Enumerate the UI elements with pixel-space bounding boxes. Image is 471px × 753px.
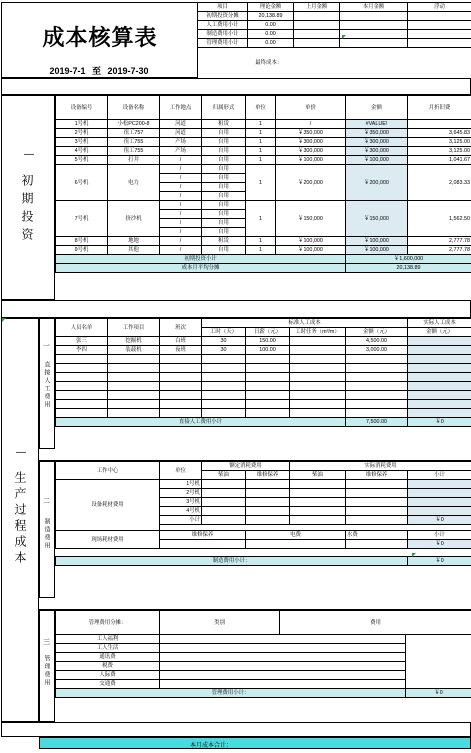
invest-loc: / [160, 246, 202, 255]
mfg-table [55, 461, 471, 566]
invest-price: ￥100,000 [276, 156, 346, 165]
labor-header-name: 人员名单 [56, 319, 108, 337]
invest-id: 5号机 [56, 156, 108, 165]
mfg-machine-subtotal: 小计 [160, 516, 202, 525]
invest-subtotal: ￥1,600,000 [346, 255, 471, 264]
mfg-site-total: ￥0 [408, 540, 471, 549]
invest-price: / [276, 120, 346, 129]
labor-days [202, 391, 246, 400]
invest-rows-a [56, 120, 471, 165]
mfg-sub-header: 维修保养 [346, 471, 408, 480]
invest-loc: 河道 [160, 129, 202, 138]
labor-header-amount: 金额（元） [346, 328, 408, 337]
labor-row [56, 337, 471, 346]
invest-own: 自用 [202, 192, 246, 201]
labor-name [56, 391, 108, 400]
labor-act-amount [408, 337, 471, 346]
invest-price: ￥150,000 [276, 201, 346, 237]
labor-task [290, 337, 346, 346]
invest-header-dep: 月折旧费 [408, 96, 471, 120]
mgmt-item: 人际费 [56, 671, 160, 680]
labor-task [290, 373, 346, 382]
mgmt-label: 管理费用 [43, 655, 49, 687]
labor-days: 30 [202, 337, 246, 346]
mgmt-row [56, 680, 471, 689]
labor-header-days: 工时（天） [202, 328, 246, 337]
labor-subtotal: 7,500.00 [346, 418, 408, 427]
labor-shift [160, 364, 202, 373]
mgmt-share-label: 管理费用分摊： [56, 611, 160, 635]
mfg-sub-header: 小计 [408, 471, 471, 480]
invest-own: 自用 [202, 165, 246, 174]
period-end: 2019-7-30 [107, 66, 149, 76]
mfg-subtotal-label: 制造费用小计： [56, 557, 408, 566]
labor-row [56, 400, 471, 409]
labor-act-amount [408, 364, 471, 373]
invest-section [1, 95, 55, 300]
invest-dep: 1,562.50 [408, 201, 471, 237]
labor-days [202, 400, 246, 409]
production-label: 生产过程成本 [13, 471, 27, 567]
invest-dep: 2,083.33 [408, 165, 471, 201]
mgmt-item: 工人福利 [56, 635, 160, 644]
labor-wage: 100.00 [246, 346, 290, 355]
invest-own: 租赁 [202, 120, 246, 129]
mfg-fixed-header: 额定消耗费用 [202, 462, 290, 471]
invest-loc: 产场 [160, 147, 202, 156]
invest-loc: / [160, 219, 202, 228]
production-section [1, 318, 39, 722]
invest-subtotal-label: 初期投资小计 [56, 255, 346, 264]
summary-label: 制造费用小计 [198, 30, 248, 39]
invest-name: 徂工755 [108, 147, 160, 156]
invest-id: 9号机 [56, 246, 108, 255]
invest-id: 7号机 [56, 201, 108, 237]
invest-own: 自用 [202, 156, 246, 165]
mgmt-header-category: 类别 [160, 611, 280, 635]
invest-row [56, 138, 471, 147]
mgmt-item-cost [160, 635, 406, 644]
invest-own: 自用 [202, 210, 246, 219]
invest-amount: ￥300,000 [346, 147, 408, 156]
labor-shift [160, 355, 202, 364]
labor-row [56, 373, 471, 382]
spacer-row [39, 449, 471, 461]
invest-row [56, 246, 471, 255]
mfg-site-header: 小计 [408, 531, 471, 540]
labor-header-act-amount: 金额（元） [408, 328, 471, 337]
labor-label: 直接人工费用 [43, 361, 49, 409]
labor-days [202, 409, 246, 418]
invest-unit: 1 [246, 129, 276, 138]
summary-value: 0.00 [248, 39, 294, 48]
invest-amount: ￥100,000 [346, 237, 408, 246]
invest-price: ￥100,000 [276, 246, 346, 255]
period [2, 64, 196, 77]
mgmt-num: 三 [43, 639, 50, 646]
mgmt-section [39, 610, 55, 722]
spacer-row [1, 78, 471, 95]
labor-num: 一 [43, 343, 50, 350]
invest-rows-b [56, 237, 471, 255]
invest-amount: ￥100,000 [346, 156, 408, 165]
invest-amount: ￥200,000 [346, 165, 408, 201]
mgmt-row [56, 644, 471, 653]
labor-header-task: 工时任务（m³/m） [290, 328, 346, 337]
labor-days: 30 [202, 346, 246, 355]
labor-days [202, 382, 246, 391]
labor-job [108, 400, 160, 409]
labor-job: 挖掘机 [108, 337, 160, 346]
invest-dep: 3,125.00 [408, 147, 471, 156]
labor-amount [346, 364, 408, 373]
labor-wage [246, 382, 290, 391]
mfg-center: 工作中心 [56, 462, 160, 480]
invest-loc: 河道 [160, 120, 202, 129]
mgmt-item: 税费 [56, 662, 160, 671]
labor-job [108, 355, 160, 364]
labor-shift: 夜班 [160, 346, 202, 355]
labor-rows [56, 337, 471, 418]
invest-amount: ￥300,000 [346, 138, 408, 147]
labor-table [55, 318, 471, 427]
page-title: 成本核算表 [42, 25, 158, 50]
invest-price: ￥200,000 [276, 165, 346, 201]
invest-header-id: 设备编号 [56, 96, 108, 120]
invest-price: ￥100,000 [276, 237, 346, 246]
invest-unit: 1 [246, 138, 276, 147]
mfg-machine: 3号机 [160, 498, 202, 507]
labor-header-shift: 班次 [160, 319, 202, 337]
mgmt-item-cost [160, 662, 406, 671]
labor-subtotal-label: 直接人工费用小计 [56, 418, 346, 427]
invest-dep [408, 120, 471, 129]
invest-row [56, 156, 471, 165]
invest-loc: 产场 [160, 138, 202, 147]
summary-value: 20,138.89 [248, 12, 294, 21]
invest-id: 6号机 [56, 165, 108, 201]
invest-unit: 1 [246, 201, 276, 237]
mgmt-item-cost [160, 680, 406, 689]
labor-act-amount [408, 400, 471, 409]
invest-amount: ￥350,000 [346, 129, 408, 138]
labor-job [108, 364, 160, 373]
labor-task [290, 382, 346, 391]
mfg-num: 二 [43, 498, 50, 505]
mfg-site-label: 现场耗材费用 [56, 531, 160, 549]
mfg-site-header: 电费 [246, 531, 346, 540]
mfg-site-header: 水费 [346, 531, 408, 540]
labor-shift [160, 400, 202, 409]
invest-id: 1号机 [56, 120, 108, 129]
mfg-machine: 2号机 [160, 489, 202, 498]
labor-amount [346, 391, 408, 400]
mfg-section [39, 461, 55, 598]
labor-header-wage: 日薪（元） [246, 328, 290, 337]
mfg-sub-header: 柴油 [202, 471, 246, 480]
invest-dep: 3,125.00 [408, 138, 471, 147]
labor-name: 李四 [56, 346, 108, 355]
mfg-unit: 单位 [160, 462, 202, 480]
invest-price: ￥300,000 [276, 138, 346, 147]
labor-task [290, 400, 346, 409]
period-start: 2019-7-1 [49, 66, 86, 76]
labor-wage [246, 364, 290, 373]
invest-loc: / [160, 201, 202, 210]
labor-job [108, 409, 160, 418]
labor-task [290, 364, 346, 373]
invest-id: 2号机 [56, 129, 108, 138]
invest-row [56, 129, 471, 138]
labor-act-amount [408, 346, 471, 355]
labor-amount [346, 409, 408, 418]
labor-std-header: 标准人工成本 [202, 319, 408, 328]
invest-dep: 1,041.67 [408, 156, 471, 165]
mfg-machine: 4号机 [160, 507, 202, 516]
invest-own: 自用 [202, 201, 246, 210]
mgmt-row [56, 653, 471, 662]
labor-act-amount [408, 409, 471, 418]
labor-job: 装载机 [108, 346, 160, 355]
invest-loc: / [160, 210, 202, 219]
labor-wage [246, 400, 290, 409]
cell-marker [412, 553, 416, 557]
mgmt-subtotal: ￥0 [406, 689, 471, 698]
labor-job [108, 373, 160, 382]
summary-label: 初期投资分摊 [198, 12, 248, 21]
labor-act-amount [408, 382, 471, 391]
spacer-row [39, 598, 471, 610]
invest-header-amount: 金额 [346, 96, 408, 120]
labor-name [56, 409, 108, 418]
labor-amount [346, 355, 408, 364]
labor-row [56, 364, 471, 373]
labor-wage [246, 355, 290, 364]
mgmt-table [55, 610, 471, 698]
summary-value: 0.00 [248, 30, 294, 39]
invest-own: 自用 [202, 138, 246, 147]
invest-loc: / [160, 228, 202, 237]
invest-header-unit: 单位 [246, 96, 276, 120]
summary-header-float: 浮动 [408, 3, 471, 12]
invest-dep: 3,645.83 [408, 129, 471, 138]
labor-name [56, 355, 108, 364]
invest-header-price: 单价 [276, 96, 346, 120]
mgmt-row [56, 662, 471, 671]
total-row [39, 737, 471, 749]
invest-own: 自用 [202, 228, 246, 237]
mgmt-subtotal-label: 管理费用小计： [56, 689, 406, 698]
labor-amount [346, 373, 408, 382]
mgmt-item-cost [160, 644, 406, 653]
invest-name: 其他 [108, 246, 160, 255]
labor-row [56, 382, 471, 391]
labor-row [56, 409, 471, 418]
invest-header-name: 设备名称 [108, 96, 160, 120]
mgmt-item-cost [160, 653, 406, 662]
production-dash: — [16, 447, 26, 458]
summary-header-current: 本月金额 [340, 3, 408, 12]
labor-row [56, 346, 471, 355]
invest-table [55, 95, 471, 273]
invest-header-loc: 工作地点 [160, 96, 202, 120]
summary-label: 人工费用小计 [198, 21, 248, 30]
mgmt-item: 工人生活 [56, 644, 160, 653]
labor-row [56, 391, 471, 400]
mgmt-row [56, 671, 471, 680]
period-sep: 至 [91, 66, 101, 76]
invest-id: 4号机 [56, 147, 108, 156]
invest-name: 地地 [108, 237, 160, 246]
invest-row [56, 147, 471, 156]
invest-amount: #VALUE! [346, 120, 408, 129]
invest-name: 徂工757 [108, 129, 160, 138]
mfg-subtotal: ￥0 [408, 557, 471, 566]
invest-row [56, 120, 471, 129]
invest-own: 自用 [202, 183, 246, 192]
labor-shift [160, 382, 202, 391]
mgmt-row [56, 635, 471, 644]
invest-loc: / [160, 237, 202, 246]
mgmt-rows [56, 635, 471, 689]
invest-name: 挤沙机 [108, 201, 160, 237]
labor-name [56, 373, 108, 382]
labor-wage [246, 409, 290, 418]
invest-unit: 1 [246, 165, 276, 201]
labor-shift [160, 391, 202, 400]
labor-actual: ￥0 [408, 418, 471, 427]
summary-header-last: 上月金额 [294, 3, 340, 12]
invest-loc: / [160, 183, 202, 192]
invest-monthly-label: 成本月平均分摊 [56, 264, 346, 273]
invest-own: 自用 [202, 147, 246, 156]
labor-section [39, 318, 55, 449]
labor-wage [246, 391, 290, 400]
mfg-actual-header: 实际消耗费用 [290, 462, 471, 471]
invest-price: ￥350,000 [276, 129, 346, 138]
labor-amount: 3,000.00 [346, 346, 408, 355]
invest-dash: — [24, 149, 34, 160]
mfg-sub-header: 柴油 [290, 471, 346, 480]
labor-shift [160, 409, 202, 418]
labor-days [202, 364, 246, 373]
invest-unit: 1 [246, 237, 276, 246]
summary-header-item: 项目 [198, 3, 248, 12]
mfg-equip-total: ￥0 [408, 516, 471, 525]
labor-act-header: 实际人工成本 [408, 319, 471, 328]
invest-loc: / [160, 165, 202, 174]
labor-name [56, 364, 108, 373]
labor-shift [160, 373, 202, 382]
invest-own: 自用 [202, 246, 246, 255]
labor-row [56, 355, 471, 364]
labor-act-amount [408, 355, 471, 364]
final-cost-label: 最终成本： [198, 48, 340, 79]
invest-id: 3号机 [56, 138, 108, 147]
spacer-row [1, 300, 471, 318]
invest-name: 电力 [108, 165, 160, 201]
invest-own: 自用 [202, 129, 246, 138]
invest-loc: / [160, 156, 202, 165]
labor-amount: 4,500.00 [346, 337, 408, 346]
summary-label: 管理费用小计 [198, 39, 248, 48]
labor-shift: 白班 [160, 337, 202, 346]
invest-header-own: 归属形式 [202, 96, 246, 120]
labor-wage [246, 373, 290, 382]
summary-value: 0.00 [248, 21, 294, 30]
invest-amount: ￥150,000 [346, 201, 408, 237]
mfg-machine: 1号机 [160, 480, 202, 489]
labor-days [202, 355, 246, 364]
cell-marker [2, 318, 6, 322]
invest-unit: 1 [246, 120, 276, 129]
labor-name: 张三 [56, 337, 108, 346]
invest-dep: 2,777.78 [408, 237, 471, 246]
labor-task [290, 346, 346, 355]
invest-label: 初期投资 [20, 174, 34, 246]
labor-wage: 150.00 [246, 337, 290, 346]
invest-name: 小松PC200-8 [108, 120, 160, 129]
spacer-row [1, 722, 471, 737]
labor-days [202, 373, 246, 382]
invest-row [56, 237, 471, 246]
invest-own: 自用 [202, 219, 246, 228]
summary-table [197, 2, 471, 79]
mfg-label: 制造费用 [43, 518, 49, 550]
mfg-sub-header: 维修保养 [246, 471, 290, 480]
invest-amount: ￥100,000 [346, 246, 408, 255]
invest-own: 自用 [202, 174, 246, 183]
labor-task [290, 355, 346, 364]
mfg-equip-label: 设备耗材费用 [56, 480, 160, 531]
labor-amount [346, 382, 408, 391]
labor-amount [346, 400, 408, 409]
invest-loc: / [160, 192, 202, 201]
labor-header-job: 工作项目 [108, 319, 160, 337]
mgmt-item: 交通费 [56, 680, 160, 689]
invest-name: 徂工755 [108, 138, 160, 147]
mgmt-header-cost: 费用 [280, 611, 471, 635]
invest-price: ￥300,000 [276, 147, 346, 156]
labor-name [56, 382, 108, 391]
labor-task [290, 409, 346, 418]
labor-job [108, 382, 160, 391]
invest-own: 租赁 [202, 237, 246, 246]
summary-header-theory: 理论金额 [248, 3, 294, 12]
invest-name: 打井 [108, 156, 160, 165]
mgmt-item: 通讯费 [56, 653, 160, 662]
labor-name [56, 400, 108, 409]
invest-unit: 1 [246, 156, 276, 165]
invest-id: 8号机 [56, 237, 108, 246]
invest-monthly: 20,138.89 [346, 264, 471, 273]
labor-act-amount [408, 373, 471, 382]
invest-loc: / [160, 174, 202, 183]
mfg-site-header: 维修保养 [160, 531, 246, 540]
labor-act-amount [408, 391, 471, 400]
labor-task [290, 391, 346, 400]
invest-dep: 2,777.78 [408, 246, 471, 255]
cell-marker [342, 35, 346, 39]
invest-unit: 1 [246, 147, 276, 156]
labor-job [108, 391, 160, 400]
invest-unit: 1 [246, 246, 276, 255]
mgmt-item-cost [160, 671, 406, 680]
total-label: 本月成本合计： [190, 743, 233, 749]
